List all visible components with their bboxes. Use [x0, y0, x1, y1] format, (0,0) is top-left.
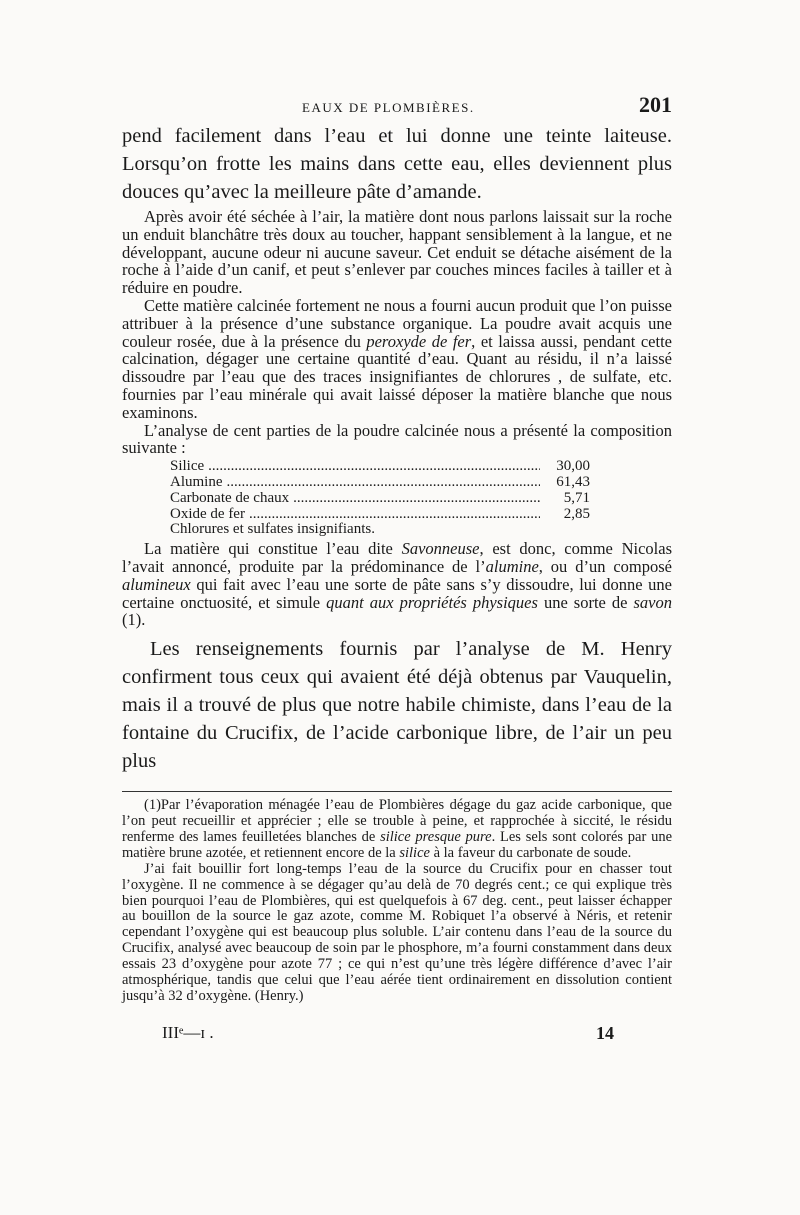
analysis-row: Oxide de fer ..... 2,85: [170, 507, 590, 523]
paragraph-1: pend facilement dans l’eau et lui donne une teinte laiteuse. Lorsqu’on frotte les mains dans cette eau, elles deviennent plus douces qu’avec la meilleure pâte d’amande.: [122, 125, 672, 203]
footnote-2: J’ai fait bouillir fort long-temps l’eau de la source du Crucifix pour en chasser tout l’oxygène. Il ne commence à se dégager qu’au delà de 70 degrés cent.; ce qui explique très bien pourquoi l’eau de Plombières, qui est quelquefois à 67 deg. cent., peut laisser échapper au bouillon de la source le gaz azote, comme M. Robiquet l’a observé à Néris, et retenir cependant l’oxygène qui est beaucoup plus soluble. L’air contenu dans l’eau de la source du Crucifix, analysé avec beaucoup de soin par le phosphore, m’a fourni constamment dans deux essais 23 d’oxygène pour azote 77 ; ce qui n’est qu’une très légère différence d’avec l’air atmosphérique, tandis que celui que l’eau aérée tient ordinairement en dissolution contient jusqu’à 32 d’oxygène. (Henry.): [122, 860, 672, 1004]
analysis-row: Carbonate de chaux ..... 5,71: [170, 491, 590, 507]
footnote-1: (1)Par l’évaporation ménagée l’eau de Plombières dégage du gaz acide carbonique, que l’on peut recueillir et apprécier ; elle se trouble à peine, et rapprochée à siccité, le résidu renferme des lames feuilletées blanches de silice presque pure. Les sels sont colorés par une matière brune azotée, et retiennent encore de la silice à la faveur du carbonate de soude.: [122, 797, 673, 861]
running-title: EAUX DE PLOMBIÈRES.: [302, 100, 475, 115]
footnote-divider: [122, 791, 672, 792]
analysis-row: Alumine ..... 61,43: [170, 475, 590, 491]
signature-mark: IIIᵉ—ɪ .: [162, 1022, 214, 1042]
analysis-table: [170, 459, 590, 538]
page-number: 201: [639, 92, 672, 117]
paragraph-6: Les renseignements fournis par l’analyse de M. Henry confirment tous ceux qui avaient été déjà obtenus par Vauquelin, mais il a trouvé de plus que notre habile chimiste, dans l’eau de la fontaine du Crucifix, de l’acide carbonique libre, de l’air un peu plus: [122, 638, 672, 773]
analysis-note: Chlorures et sulfates insignifiants.: [170, 521, 375, 538]
page-header: [122, 92, 672, 122]
book-page: [122, 92, 672, 1049]
paragraph-5: La matière qui constitue l’eau dite Savonneuse, est donc, comme Nicolas l’avait annoncé, produite par la prédominance de l’alumine, ou d’un composé alumineux qui fait avec l’eau une sorte de pâte sans s’y dissoudre, lui donne une certaine onctuosité, et simule quant aux propriétés physiques une sorte de savon (1).: [122, 539, 672, 630]
printer-signature: [122, 1023, 672, 1049]
paragraph-2: Après avoir été séchée à l’air, la matière dont nous parlons laissait sur la roche un enduit blanchâtre très doux au toucher, happant sensiblement à la langue, et ne développant, aucune odeur ni aucune saveur. Cet enduit se détache aisément de la roche à l’aide d’un canif, et peut s’enlever par couches minces faciles à tailler et à réduire en poudre.: [122, 207, 672, 298]
signature-number: 14: [596, 1022, 614, 1043]
paragraph-3: Cette matière calcinée fortement ne nous a fourni aucun produit que l’on puisse attribuer à la présence d’une substance organique. La poudre avait acquis une couleur rosée, due à la présence du peroxyde de fer, et laissa aussi, pendant cette calcination, dégager une certaine quantité d’eau. Quant au résidu, il n’a laissé dissoudre par l’eau que des traces insignifiantes de chlorures , de sulfate, etc. fournies par l’eau minérale qui avait laissé déposer la matière blanche que nous examinons.: [122, 295, 672, 422]
paragraph-4: L’analyse de cent parties de la poudre calcinée nous a présenté la composition suivante :: [122, 420, 672, 458]
analysis-row: Silice ..... 30,00: [170, 459, 590, 475]
